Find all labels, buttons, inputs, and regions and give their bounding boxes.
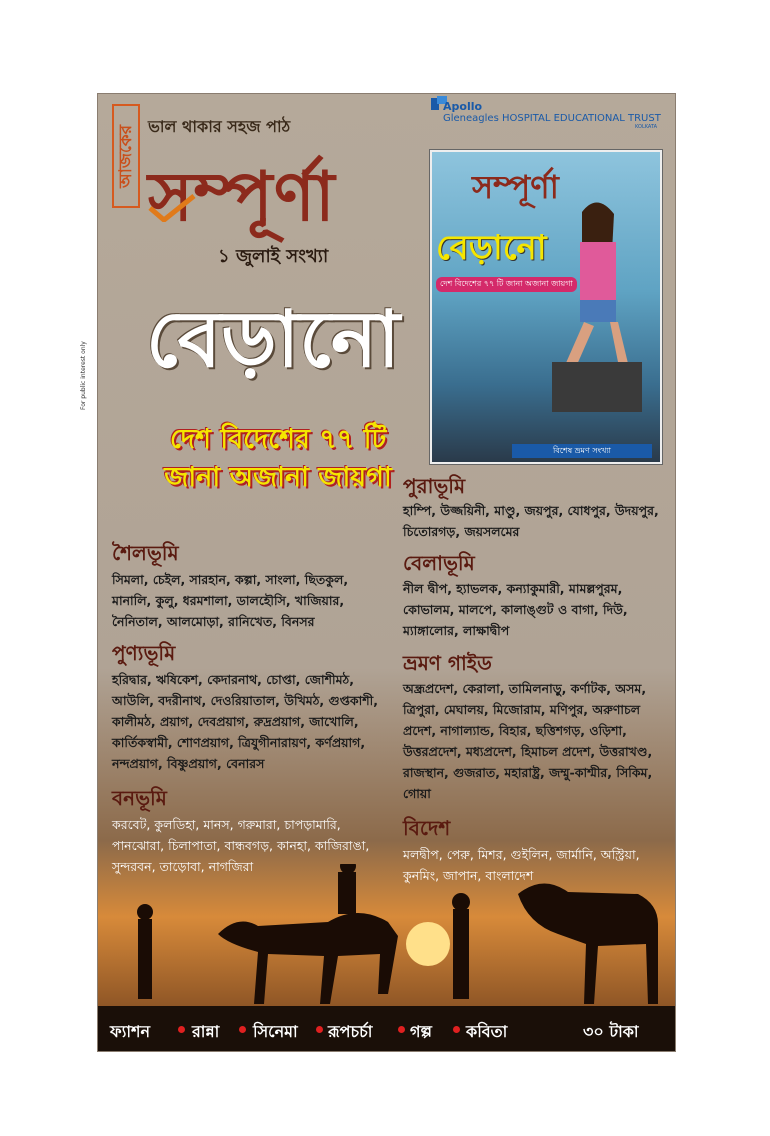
section-text-purabhumi: হাম্পি, উজ্জয়িনী, মাণ্ডু, জয়পুর, যোধপুর, উদয়পুর, চিতোরগড়, জয়সলমের: [403, 503, 659, 539]
footer-item-golpo: গল্প: [410, 1022, 432, 1041]
advertisement: [97, 93, 676, 1052]
section-heading-bidesh: বিদেশ: [403, 816, 451, 840]
bullet-icon: [453, 1026, 460, 1033]
sponsor-line-3: KOLKATA: [635, 124, 658, 130]
subhead-line-1: দেশ বিদেশের ৭৭ টি: [169, 424, 387, 455]
section-heading-belabhumi: বেলাভূমি: [403, 551, 475, 575]
bullet-icon: [398, 1026, 405, 1033]
issue-date: ১ জুলাই সংখ্যা: [218, 246, 329, 267]
section-text-shoilobhumi: সিমলা, চেইল, সারহান, কল্পা, সাংলা, ছিতকুল, মানালি, কুলু, ধরমশালা, ডালহৌসি, খাজিয়ার, নৈনিতাল, আলমোড়া, রানিখেত, বিনসর: [112, 572, 349, 629]
cover-subtitle: দেশ বিদেশের ৭৭ টি জানা অজানা জায়গা: [436, 277, 577, 292]
bullet-icon: [178, 1026, 185, 1033]
section-heading-purabhumi: পুরাভূমি: [403, 474, 466, 498]
cover-model-image: [552, 192, 642, 412]
cover-bottom-bar: বিশেষ ভ্রমণ সংখ্যা: [512, 444, 652, 458]
headline: বেড়ানো: [146, 294, 400, 385]
footer-item-rupcharcha: রূপচর্চা: [328, 1022, 373, 1041]
aajker-label: আজকের: [112, 104, 140, 208]
cover-title: সম্পূর্ণা: [472, 168, 559, 206]
footer-item-kobita: কবিতা: [466, 1022, 508, 1041]
sponsor-line-1: Apollo: [443, 100, 483, 113]
footer-item-ranna: রান্না: [192, 1022, 220, 1041]
section-text-belabhumi: নীল দ্বীপ, হ্যাভলক, কন্যাকুমারী, মামল্লপুরম, কোভালম, মালপে, কালাঙ্গুট ও বাগা, দিউ, ম্যাঙ্গালোর, লাক্ষাদ্বীপ: [403, 581, 628, 638]
bullet-icon: [316, 1026, 323, 1033]
footer-item-cinema: সিনেমা: [253, 1022, 298, 1041]
section-text-bhromon: অন্ধ্রপ্রদেশ, কেরালা, তামিলনাড়ু, কর্ণাটক, অসম, ত্রিপুরা, মেঘালয়, মিজোরাম, মণিপুর, অরুণাচল প্রদেশ, নাগাল্যান্ড, বিহার, ছত্তিশগড়, ওড়িশা, উত্তরপ্রদেশ, মধ্যপ্রদেশ, হিমাচল প্রদেশ, উত্তরাখণ্ড, রাজস্থান, গুজরাত, মহারাষ্ট্র, জম্মু-কাশ্মীর, সিকিম, গোয়া: [403, 681, 653, 801]
section-text-bidesh: মলদ্বীপ, পেরু, মিশর, গুইলিন, জার্মানি, অস্ট্রিয়া, কুনমিং, জাপান, বাংলাদেশ: [403, 847, 640, 883]
section-text-punyobhumi: হরিদ্বার, ঋষিকেশ, কেদারনাথ, চোপ্তা, জোশীমঠ, আউলি, বদরীনাথ, দেওরিয়াতাল, উখিমঠ, গুপ্তকাশী, কালীমঠ, প্রয়াগ, দেবপ্রয়াগ, রুদ্রপ্রয়াগ, জাখোলি, কার্তিকস্বামী, শোণপ্রয়াগ, ত্রিযুগীনারায়ণ, কর্ণপ্রয়াগ, নন্দপ্রয়াগ, বিষ্ণুপ্রয়াগ, বেনারস: [112, 672, 378, 771]
subhead-line-2: জানা অজানা জায়গা: [164, 462, 392, 493]
side-note: For public interest only: [80, 341, 87, 410]
section-heading-shoilobhumi: শৈলভূমি: [112, 541, 179, 565]
footer-item-fashion: ফ্যাশন: [110, 1022, 150, 1041]
bullet-icon: [239, 1026, 246, 1033]
section-heading-punyobhumi: পুণ্যভূমি: [112, 641, 176, 665]
section-heading-bonobhumi: বনভূমি: [112, 786, 167, 810]
section-text-bonobhumi: করবেট, কুলডিহা, মানস, গরুমারা, চাপড়ামারি, পানঝোরা, চিলাপাতা, বান্ধবগড়, কানহা, কাজিরাঙা, সুন্দরবন, তাড়োবা, নাগজিরা: [112, 817, 370, 874]
price-label: ৩০ টাকা: [583, 1022, 639, 1041]
magazine-cover: [430, 150, 662, 464]
cover-headline: বেড়ানো: [436, 228, 547, 268]
brand-title: সম্পূর্ণা: [148, 157, 336, 237]
tagline: ভাল থাকার সহজ পাঠ: [148, 117, 291, 136]
checkmark-icon: [146, 194, 196, 222]
sponsor-line-2: Gleneagles HOSPITAL EDUCATIONAL TRUST: [443, 113, 661, 124]
section-heading-bhromon: ভ্রমণ গাইড: [403, 651, 492, 675]
